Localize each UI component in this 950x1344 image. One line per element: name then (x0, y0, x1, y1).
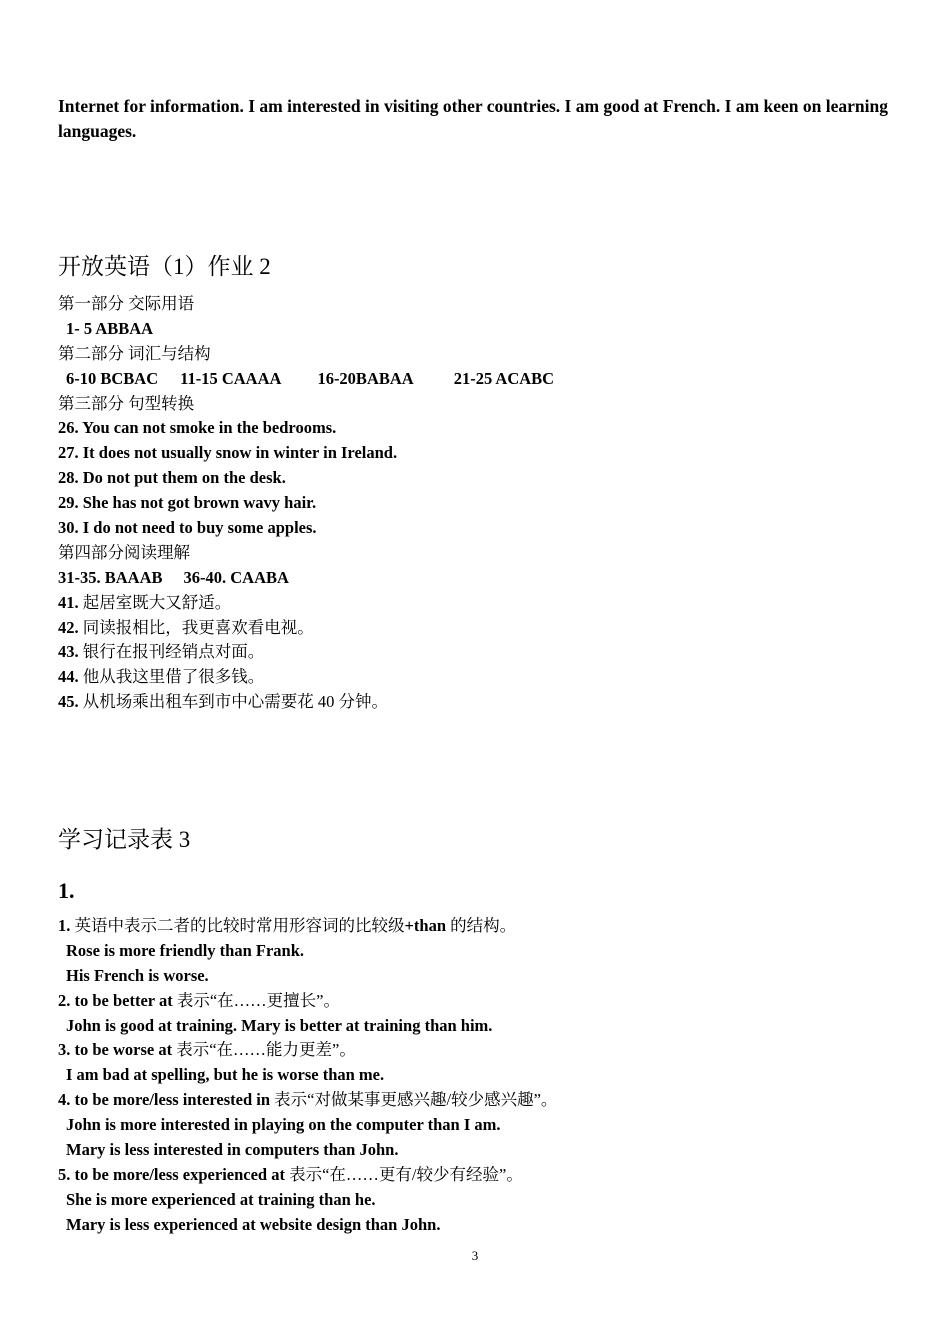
part4-translation (58, 690, 888, 715)
note-cn: 表示“在……更有/较少有经验”。 (289, 1164, 523, 1184)
part4-translation (58, 665, 888, 690)
item-number: 45. (58, 692, 79, 712)
note-en: 3. to be worse at (58, 1040, 177, 1060)
part2-heading: 第二部分 词汇与结构 (58, 343, 211, 363)
note-en: 4. to be more/less interested in (58, 1090, 275, 1110)
part4-choice-group: 31-35. BAAAB (58, 567, 163, 587)
part3-answer: 27. It does not usually snow in winter in Ireland. (58, 443, 398, 463)
item-number: 43. (58, 642, 79, 662)
note-en: +than (404, 916, 451, 935)
example-sentence: John is more interested in playing on the computer than I am. (66, 1115, 501, 1135)
part3-answer: 28. Do not put them on the desk. (58, 468, 286, 488)
part1-answers: 1- 5 ABBAA (66, 318, 154, 338)
part4-choices (58, 566, 888, 591)
note-en: 2. to be better at (58, 990, 177, 1010)
record3-notes (58, 914, 888, 1238)
example-sentence: Mary is less interested in computers than John. (66, 1140, 399, 1160)
part3-answer: 29. She has not got brown wavy hair. (58, 493, 317, 513)
page-number: 3 (471, 1248, 479, 1263)
part4-translation (58, 591, 888, 616)
item-number: 42. (58, 617, 79, 637)
part2-answer-group: 16-20BABAA (317, 368, 414, 388)
example-sentence: His French is worse. (66, 965, 209, 985)
example-sentence: Mary is less experienced at website design than John. (66, 1214, 441, 1234)
item-number: 44. (58, 667, 79, 687)
record3-section-number: 1. (58, 878, 75, 903)
note-line (58, 914, 888, 939)
part3-answer: 30. I do not need to buy some apples. (58, 518, 317, 538)
note-line (58, 1088, 888, 1113)
part1-heading: 第一部分 交际用语 (58, 294, 195, 313)
translation-text: 起居室既大又舒适。 (82, 592, 232, 612)
part2-answer-group: 21-25 ACABC (453, 368, 555, 388)
part4-translation (58, 640, 888, 665)
note-cn: 英语中表示二者的比较时常用形容词的比较级 (74, 916, 405, 935)
example-sentence: John is good at training. Mary is better at training than him. (66, 1015, 493, 1035)
translation-text: 从机场乘出租车到市中心需要花 40 分钟。 (82, 692, 388, 712)
translation-text: 同读报相比，我更喜欢看电视。 (82, 617, 314, 637)
homework2-title: 开放英语（1）作业 2 (58, 254, 271, 279)
note-cn: 的结构。 (450, 916, 517, 935)
example-sentence: I am bad at spelling, but he is worse than me. (66, 1065, 385, 1085)
part4-translation (58, 616, 888, 641)
note-line (58, 1038, 888, 1063)
note-cn: 表示“在……更擅长”。 (176, 990, 340, 1010)
note-cn: 表示“对做某事更感兴趣/较少感兴趣”。 (274, 1090, 558, 1110)
example-sentence: Rose is more friendly than Frank. (66, 940, 305, 960)
part3-heading: 第三部分 句型转换 (58, 393, 195, 413)
part2-answers (58, 367, 888, 392)
translation-text: 他从我这里借了很多钱。 (82, 667, 265, 687)
note-line (58, 1163, 888, 1188)
item-number: 41. (58, 592, 79, 612)
part3-answer: 26. You can not smoke in the bedrooms. (58, 418, 337, 438)
note-cn: 表示“在……能力更差”。 (176, 1040, 356, 1060)
part2-answer-group: 11-15 CAAAA (180, 368, 282, 388)
record3-title: 学习记录表 3 (58, 827, 191, 852)
intro-paragraph: Internet for information. I am interested in visiting other countries. I am good at French. I am keen on learning languages. (58, 96, 888, 141)
note-line (58, 989, 888, 1014)
note-en: 5. to be more/less experienced at (58, 1164, 290, 1184)
translation-text: 银行在报刊经销点对面。 (82, 642, 265, 662)
part4-heading: 第四部分阅读理解 (58, 542, 190, 562)
example-sentence: She is more experienced at training than he. (66, 1189, 376, 1209)
homework2-answers (58, 292, 888, 715)
part2-answer-group: 6-10 BCBAC (66, 368, 159, 388)
note-en: 1. (58, 916, 75, 935)
part4-choice-group: 36-40. CAABA (183, 567, 289, 587)
